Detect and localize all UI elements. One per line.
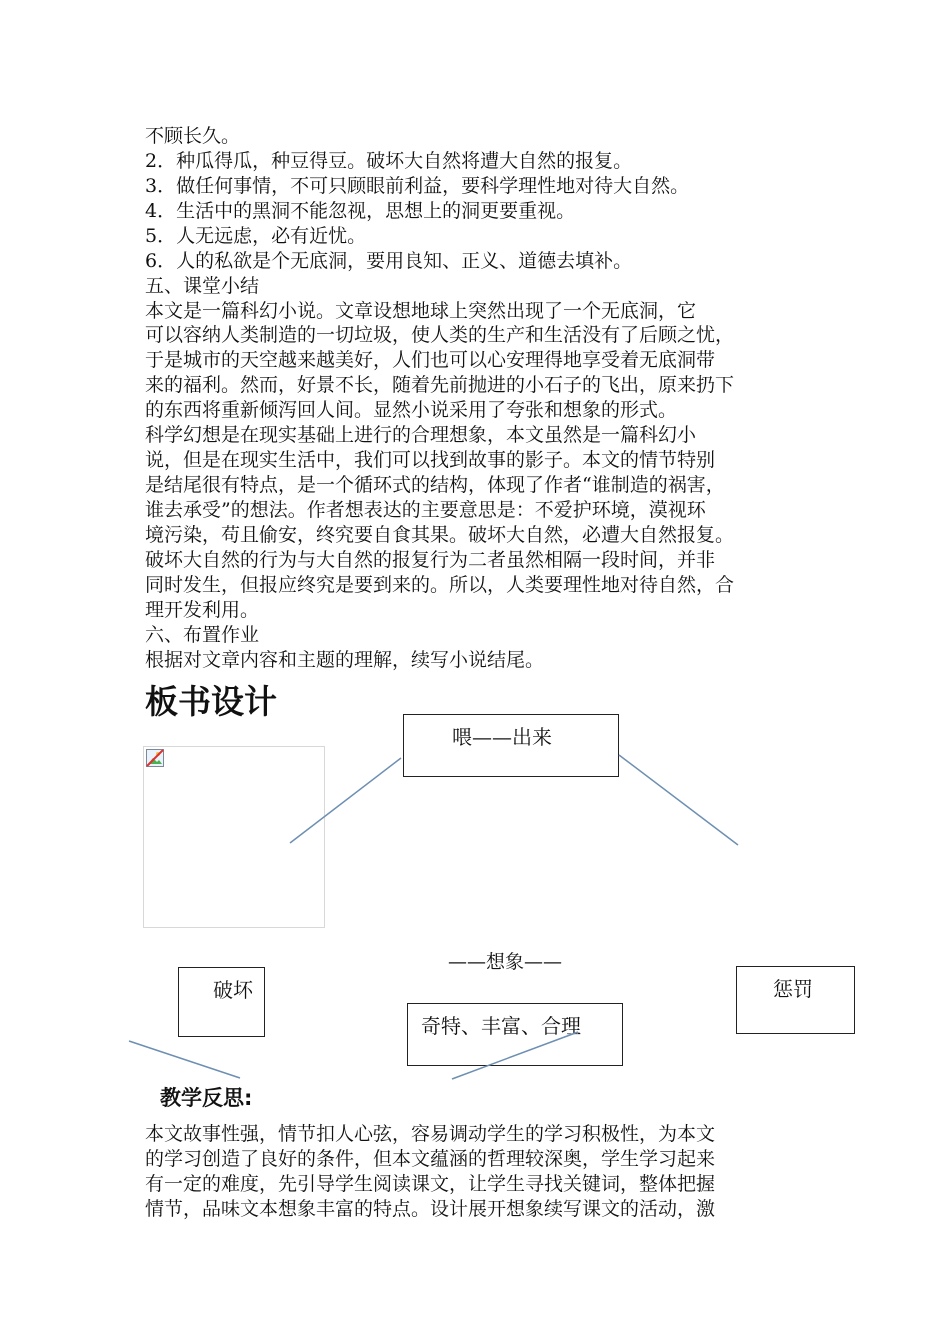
section-heading: 五、课堂小结 bbox=[145, 275, 260, 297]
text-line: 说，但是在现实生活中，我们可以找到故事的影子。本文的情节特别 bbox=[145, 449, 716, 471]
text-line: 可以容纳人类制造的一切垃圾，使人类的生产和生活没有了后顾之忧， bbox=[145, 324, 735, 346]
text-line: 不顾长久。 bbox=[145, 125, 241, 147]
text-line: 是结尾很有特点，是一个循环式的结构，体现了作者“谁制造的祸害， bbox=[145, 474, 725, 496]
connector-line bbox=[290, 758, 401, 843]
text-line: 2．种瓜得瓜，种豆得豆。破坏大自然将遭大自然的报复。 bbox=[145, 150, 633, 172]
text-line: 境污染，苟且偷安，终究要自食其果。破坏大自然，必遭大自然报复。 bbox=[145, 524, 735, 546]
text-line: 本文故事性强，情节扣人心弦，容易调动学生的学习积极性，为本文 bbox=[145, 1123, 716, 1145]
text-line: 4．生活中的黑洞不能忽视，思想上的洞更要重视。 bbox=[145, 200, 576, 222]
text-line: 谁去承受”的想法。作者想表达的主要意思是：不爱护环境，漠视环 bbox=[145, 499, 706, 521]
text-line: 情节，品味文本想象丰富的特点。设计展开想象续写课文的活动，激 bbox=[145, 1198, 716, 1220]
text-line: 的东西将重新倾泻回人间。显然小说采用了夸张和想象的形式。 bbox=[145, 399, 678, 421]
connector-line bbox=[619, 755, 738, 845]
text-line: 来的福利。然而，好景不长，随着先前抛进的小石子的飞出，原来扔下 bbox=[145, 374, 735, 396]
connector-line bbox=[452, 1032, 578, 1079]
section-heading: 六、布置作业 bbox=[145, 624, 260, 646]
center-text: ——想象—— bbox=[448, 951, 563, 973]
text-line: 5．人无远虑，必有近忧。 bbox=[145, 225, 367, 247]
text-line: 于是城市的天空越来越美好，人们也可以心安理得地享受着无底洞带 bbox=[145, 349, 716, 371]
right-box-label: 惩罚 bbox=[773, 977, 813, 1001]
reflection-heading: 教学反思: bbox=[160, 1086, 253, 1110]
bottom-box-label: 奇特、丰富、合理 bbox=[421, 1014, 581, 1038]
text-line: 6．人的私欲是个无底洞，要用良知、正义、道德去填补。 bbox=[145, 250, 633, 272]
text-line: 同时发生，但报应终究是要到来的。所以，人类要理性地对待自然，合 bbox=[145, 574, 735, 596]
text-line: 破坏大自然的行为与大自然的报复行为二者虽然相隔一段时间，并非 bbox=[145, 549, 716, 571]
connector-line bbox=[129, 1041, 240, 1078]
text-line: 科学幻想是在现实基础上进行的合理想象，本文虽然是一篇科幻小 bbox=[145, 424, 697, 446]
text-line: 根据对文章内容和主题的理解，续写小说结尾。 bbox=[145, 649, 545, 671]
text-line: 的学习创造了良好的条件，但本文蕴涵的哲理较深奥，学生学习起来 bbox=[145, 1148, 716, 1170]
top-box-label: 喂——出来 bbox=[452, 725, 552, 749]
board-heading: 板书设计 bbox=[145, 682, 277, 721]
text-line: 3．做任何事情，不可只顾眼前利益，要科学理性地对待大自然。 bbox=[145, 175, 690, 197]
text-line: 有一定的难度，先引导学生阅读课文，让学生寻找关键词，整体把握 bbox=[145, 1173, 716, 1195]
text-line: 本文是一篇科幻小说。文章设想地球上突然出现了一个无底洞，它 bbox=[145, 300, 697, 322]
text-line: 理开发利用。 bbox=[145, 599, 260, 621]
left-box-label: 破坏 bbox=[213, 978, 253, 1002]
